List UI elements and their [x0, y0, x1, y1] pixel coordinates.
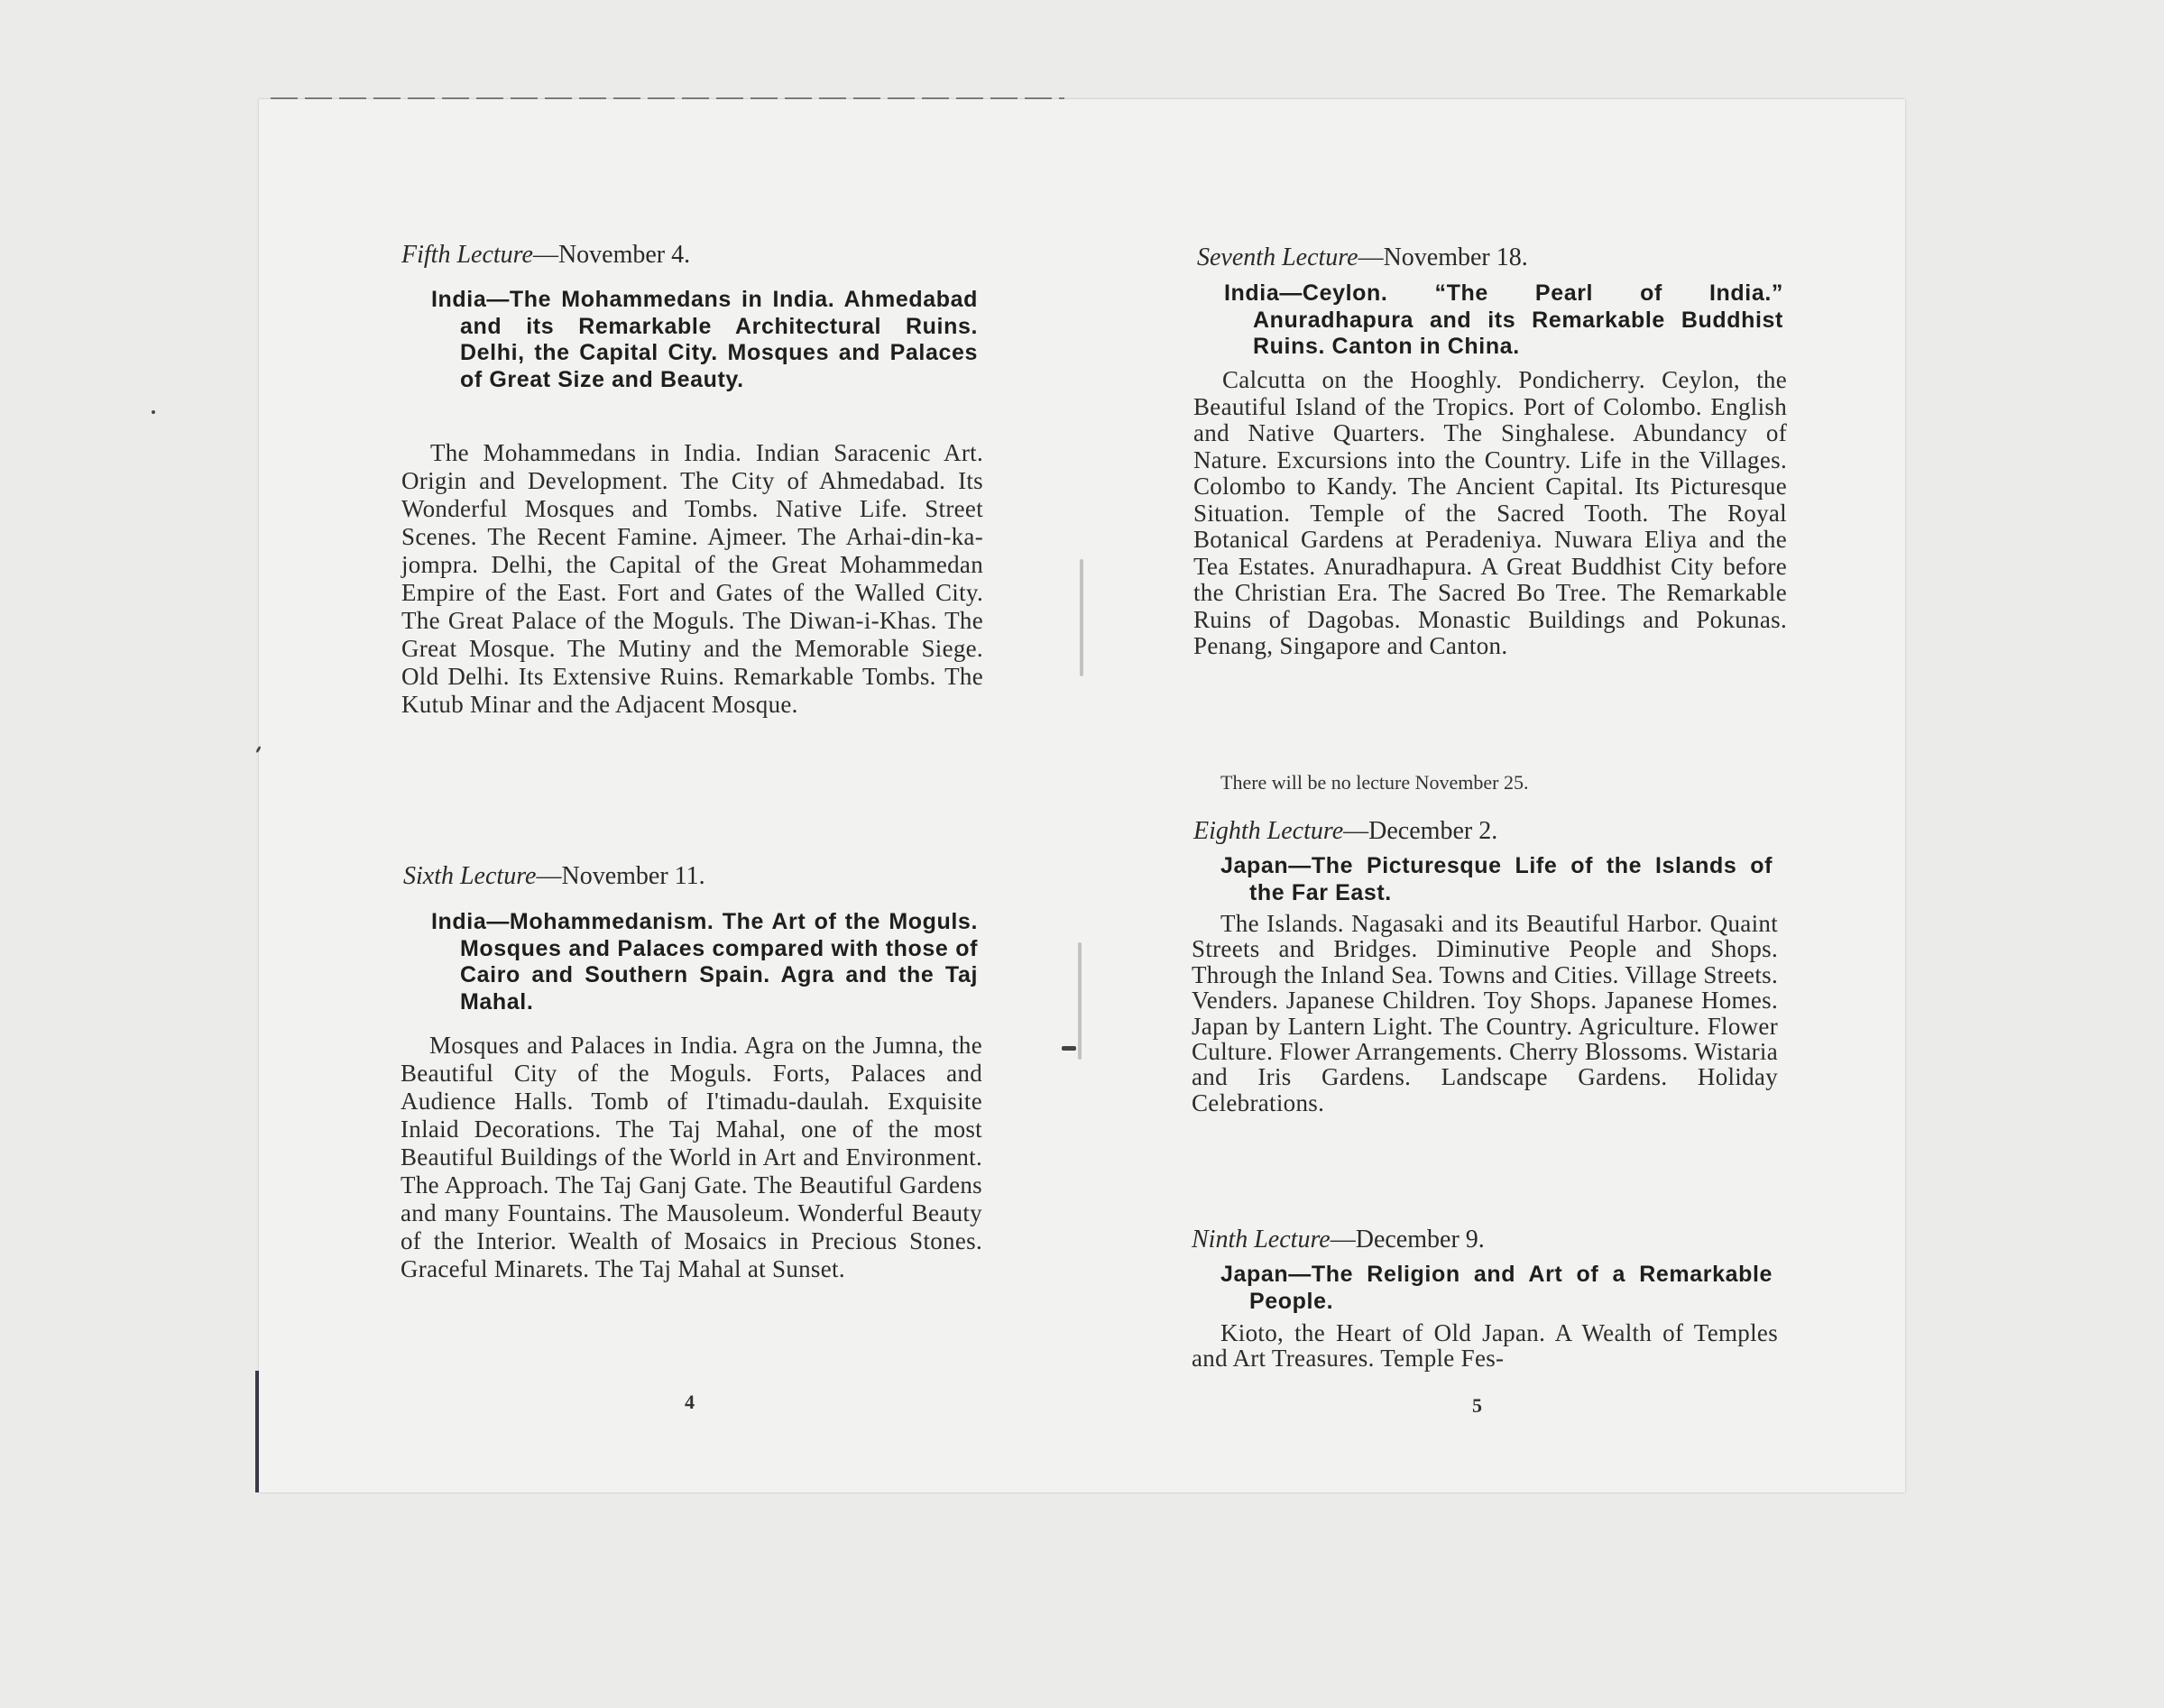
lecture-heading	[401, 241, 690, 270]
lecture-label: Seventh Lecture	[1197, 243, 1358, 271]
fold-mark	[1078, 942, 1082, 1060]
lecture-heading	[1197, 243, 1528, 272]
lecture-date: —November 4.	[532, 241, 691, 269]
lecture-date: —December 2.	[1343, 817, 1498, 845]
page-number: 5	[1472, 1394, 1482, 1417]
binding-staple-mark	[1062, 1046, 1076, 1051]
lecture-heading	[403, 862, 705, 891]
lecture-topic: India—Ceylon. “The Pearl of India.” Anuradhapura and its Remarkable Buddhist Ruins. Canton in China.	[1224, 280, 1783, 359]
lecture-date: —December 9.	[1330, 1226, 1485, 1253]
lecture-label: Sixth Lecture	[403, 862, 537, 890]
lecture-topic: India—Mohammedanism. The Art of the Moguls. Mosques and Palaces compared with those of Cairo and Southern Spain. Agra and the Taj Mahal.	[431, 909, 978, 1015]
lecture-date: —November 11.	[536, 862, 705, 890]
lecture-topic: Japan—The Picturesque Life of the Islands of the Far East.	[1220, 853, 1773, 905]
lecture-body: Mosques and Palaces in India. Agra on the Jumna, the Beautiful City of the Moguls. Forts, Palaces and Audience Halls. Tomb of I'timadu-daulah. Exquisite Inlaid Decorations. The Taj Mahal, one of the most Beautiful Buildings of the World in Art and Environment. The Approach. The Taj Ganj Gate. The Beautiful Gardens and many Fountains. The Mausoleum. Wonderful Beauty of the Interior. Wealth of Mosaics in Precious Stones. Graceful Minarets. The Taj Mahal at Sunset.	[401, 1032, 982, 1282]
lecture-topic: India—The Mohammedans in India. Ahmedabad and its Remarkable Architectural Ruins. Delhi, the Capital City. Mosques and Palaces of Great Size and Beauty.	[431, 287, 978, 392]
dust-speck	[152, 410, 155, 414]
lecture-body: Calcutta on the Hooghly. Pondicherry. Ceylon, the Beautiful Island of the Tropics. Port of Colombo. English and Native Quarters. The Singhalese. Abundancy of Nature. Excursions into the Country. Life in the Villages. Colombo to Kandy. The Ancient Capital. Its Picturesque Situation. Temple of the Sacred Tooth. The Royal Botanical Gardens at Peradeniya. Nuwara Eliya and the Tea Estates. Anuradhapura. A Great Buddhist City before the Christian Era. The Sacred Bo Tree. The Remarkable Ruins of Dagobas. Monastic Buildings and Pokunas. Penang, Singapore and Canton.	[1193, 366, 1787, 659]
lecture-body: The Mohammedans in India. Indian Saracenic Art. Origin and Development. The City of Ahmedabad. Its Wonderful Mosques and Tombs. Native Life. Street Scenes. The Recent Famine. Ajmeer. The Arhai-din-ka-jompra. Delhi, the Capital of the Great Mohammedan Empire of the East. Fort and Gates of the Walled City. The Great Palace of the Moguls. The Diwan-i-Khas. The Great Mosque. The Mutiny and the Memorable Siege. Old Delhi. Its Extensive Ruins. Remarkable Tombs. The Kutub Minar and the Adjacent Mosque.	[401, 439, 983, 718]
lecture-body: Kioto, the Heart of Old Japan. A Wealth of Temples and Art Treasures. Temple Fes-	[1192, 1319, 1778, 1373]
lecture-date: —November 18.	[1358, 243, 1528, 271]
lecture-heading	[1192, 1226, 1485, 1254]
booklet-spread	[259, 99, 1905, 1492]
no-lecture-notice: There will be no lecture November 25.	[1220, 771, 1529, 794]
lecture-topic: Japan—The Religion and Art of a Remarkable People.	[1220, 1262, 1773, 1314]
page-number: 4	[685, 1391, 695, 1413]
lecture-label: Fifth Lecture	[401, 241, 533, 269]
lecture-label: Ninth Lecture	[1192, 1226, 1331, 1253]
lecture-label: Eighth Lecture	[1193, 817, 1344, 845]
lecture-heading	[1193, 817, 1497, 846]
lecture-body: The Islands. Nagasaki and its Beautiful Harbor. Quaint Streets and Bridges. Diminutive People and Shops. Through the Inland Sea. Towns and Cities. Village Streets. Venders. Japanese Children. Toy Shops. Japanese Homes. Japan by Lantern Light. The Country. Agriculture. Flower Culture. Flower Arrangements. Cherry Blossoms. Wistaria and Iris Gardens. Landscape Gardens. Holiday Celebrations.	[1192, 910, 1778, 1116]
fold-mark	[1080, 559, 1083, 676]
